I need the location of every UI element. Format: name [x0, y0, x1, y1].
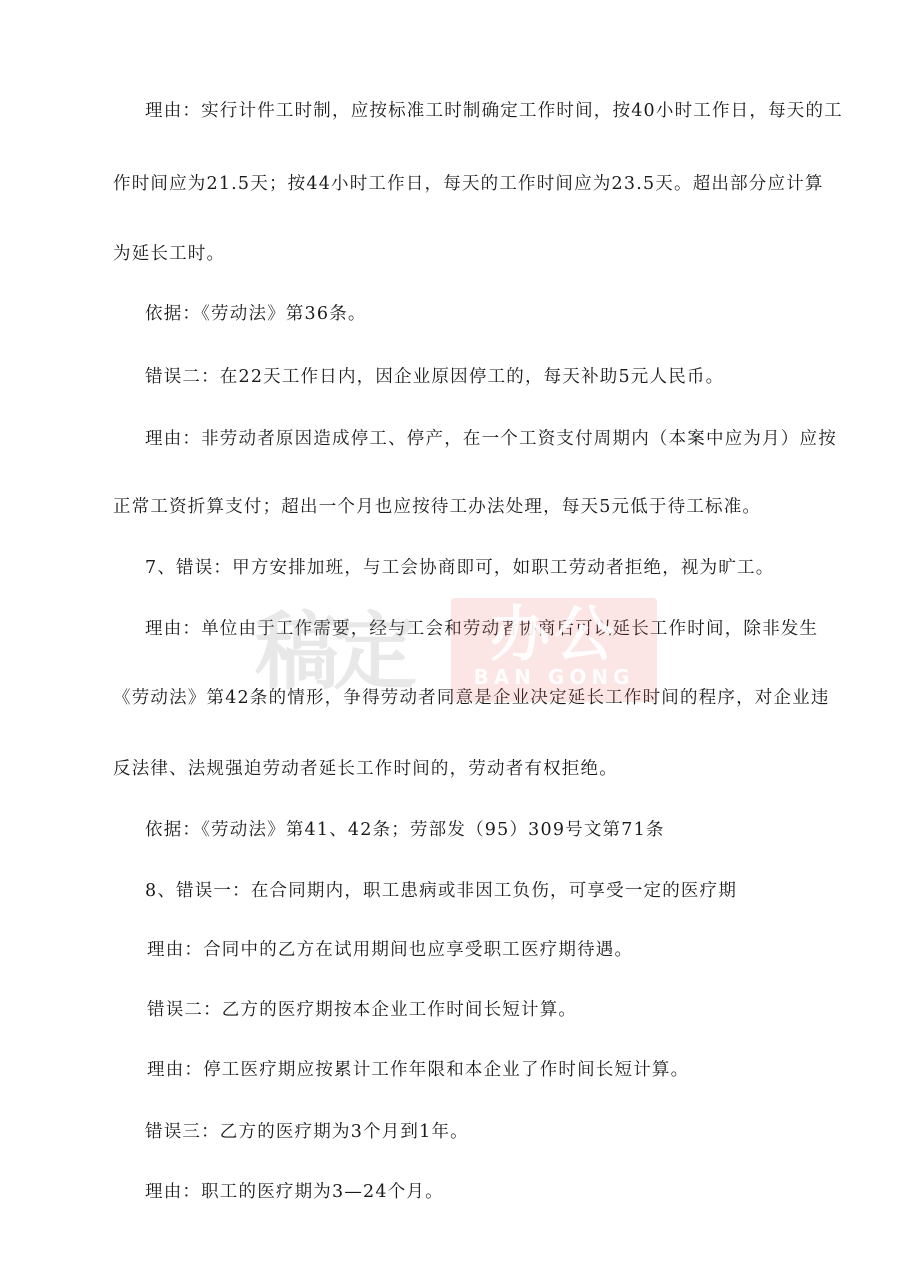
watermark-badge-subtext: BAN GONG	[473, 665, 635, 689]
paragraph-line: 错误二：在22天工作日内，因企业原因停工的，每天补助5元人民币。	[145, 367, 725, 387]
paragraph-line: 为延长工时。	[113, 244, 226, 264]
paragraph-line: 理由：非劳动者原因造成停工、停产，在一个工资支付周期内（本案中应为月）应按	[145, 429, 837, 449]
paragraph-line: 依据：《劳动法》第36条。	[145, 304, 367, 324]
paragraph-line: 7、错误：甲方安排加班，与工会协商即可，如职工劳动者拒绝，视为旷工。	[145, 558, 775, 578]
watermark-badge-text: 办公	[490, 600, 618, 670]
paragraph-line: 理由：单位由于工作需要，经与工会和劳动者协商后可以延长工作时间，除非发生	[145, 619, 819, 639]
watermark-left-text: 稿定	[255, 603, 412, 701]
paragraph-line: 理由：停工医疗期应按累计工作年限和本企业了作时间长短计算。	[147, 1060, 690, 1080]
paragraph-line: 作时间应为21.5天；按44小时工作日，每天的工作时间应为23.5天。超出部分应计算	[113, 174, 824, 194]
paragraph-line: 错误二：乙方的医疗期按本企业工作时间长短计算。	[147, 1000, 578, 1020]
paragraph-line: 理由：合同中的乙方在试用期间也应享受职工医疗期待遇。	[147, 940, 634, 960]
paragraph-line: 依据：《劳动法》第41、42条；劳部发（95）309号文第71条	[145, 820, 665, 840]
paragraph-line: 8、错误一：在合同期内，职工患病或非因工负伤，可享受一定的医疗期	[145, 881, 738, 901]
paragraph-line: 理由：实行计件工时制，应按标准工时制确定工作时间，按40小时工作日，每天的工	[145, 101, 843, 121]
paragraph-line: 错误三：乙方的医疗期为3个月到1年。	[145, 1122, 469, 1142]
paragraph-line: 理由：职工的医疗期为3—24个月。	[145, 1182, 444, 1202]
paragraph-line: 反法律、法规强迫劳动者延长工作时间的，劳动者有权拒绝。	[113, 759, 618, 779]
paragraph-line: 《劳动法》第42条的情形，争得劳动者同意是企业决定延长工作时间的程序，对企业违	[113, 688, 830, 708]
paragraph-line: 正常工资折算支付；超出一个月也应按待工办法处理，每天5元低于待工标准。	[113, 497, 762, 517]
